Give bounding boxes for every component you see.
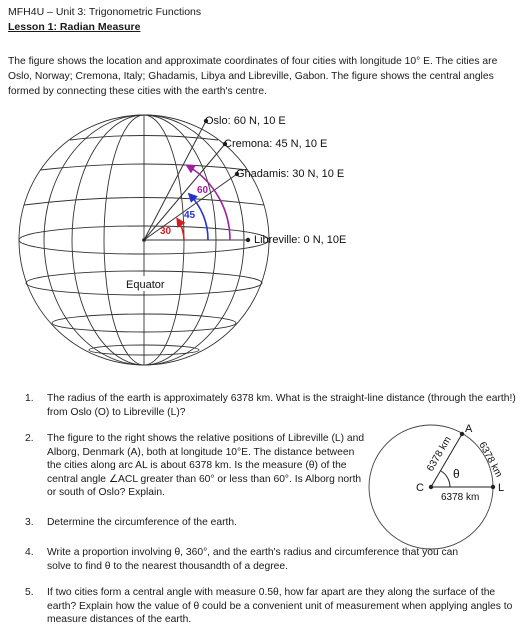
angle-label-45: 45	[184, 210, 196, 221]
label-L: L	[498, 482, 505, 494]
question-number: 3.	[25, 517, 34, 528]
theta-arc	[441, 471, 450, 487]
question-number: 2.	[25, 433, 34, 444]
label-radius-bottom: 6378 km	[441, 492, 480, 503]
question-text: The radius of the earth is approximately 6378 km. What is the straight-line distance (through the earth!) from Oslo (O) to Libreville (L)?	[47, 393, 516, 418]
intro-paragraph: The figure shows the location and approximate coordinates of four cities with longitude 10° E. The cities are Oslo, Norway; Cremona, Italy; Ghadamis, Libya and Libreville, Gabon. The figure shows the central angles formed by connecting these cities with the earth's centre.	[8, 56, 498, 97]
angle-label-60: 60	[197, 185, 209, 196]
question-text: Determine the circumference of the earth.	[47, 517, 238, 528]
equator-label: Equator	[126, 279, 165, 291]
angle-label-30: 30	[160, 226, 172, 237]
city-label-cremona: Cremona: 45 N, 10 E	[224, 138, 328, 150]
question-text: The figure to the right shows the relative positions of Libreville (L) and Alborg, Denmark (A), both at longitude 10°E. The distance between the cities along arc AL is about 6378 km. Is the measure (θ) of the central angle ∠ACL greater than 60° or less than 60°. Is Alborg north or south of Oslo? Explain.	[47, 433, 365, 498]
angle-arc-30	[178, 220, 184, 240]
city-label-ghadamis: Ghadamis: 30 N, 10 E	[236, 168, 345, 180]
circle-diagram	[369, 423, 504, 549]
label-radius-slant: 6378 km	[425, 434, 454, 474]
city-label-oslo: Oslo: 60 N, 10 E	[205, 115, 286, 127]
label-A: A	[465, 423, 473, 435]
course-title: MFH4U – Unit 3: Trigonometric Functions	[8, 6, 202, 18]
city-label-libreville: Libreville: 0 N, 10E	[254, 234, 347, 246]
center-dot	[142, 238, 146, 242]
lesson-title: Lesson 1: Radian Measure	[8, 21, 141, 33]
label-arc: 6378 km	[476, 440, 505, 480]
label-theta: θ	[453, 467, 460, 481]
label-C: C	[416, 482, 424, 494]
question-number: 4.	[25, 547, 34, 558]
question-text: Write a proportion involving θ, 360°, and the earth's radius and circumference that you can solve to find θ to the nearest thousandth of a degree.	[47, 547, 459, 572]
city-dot-libreville	[246, 238, 250, 242]
question-text: If two cities form a central angle with measure 0.5θ, how far apart are they along the surface of the earth? Explain how the value of θ could be a convenient unit of measurement when applying angles to measure distances of the earth.	[47, 587, 513, 625]
question-number: 5.	[25, 587, 34, 598]
question-number: 1.	[25, 393, 34, 404]
